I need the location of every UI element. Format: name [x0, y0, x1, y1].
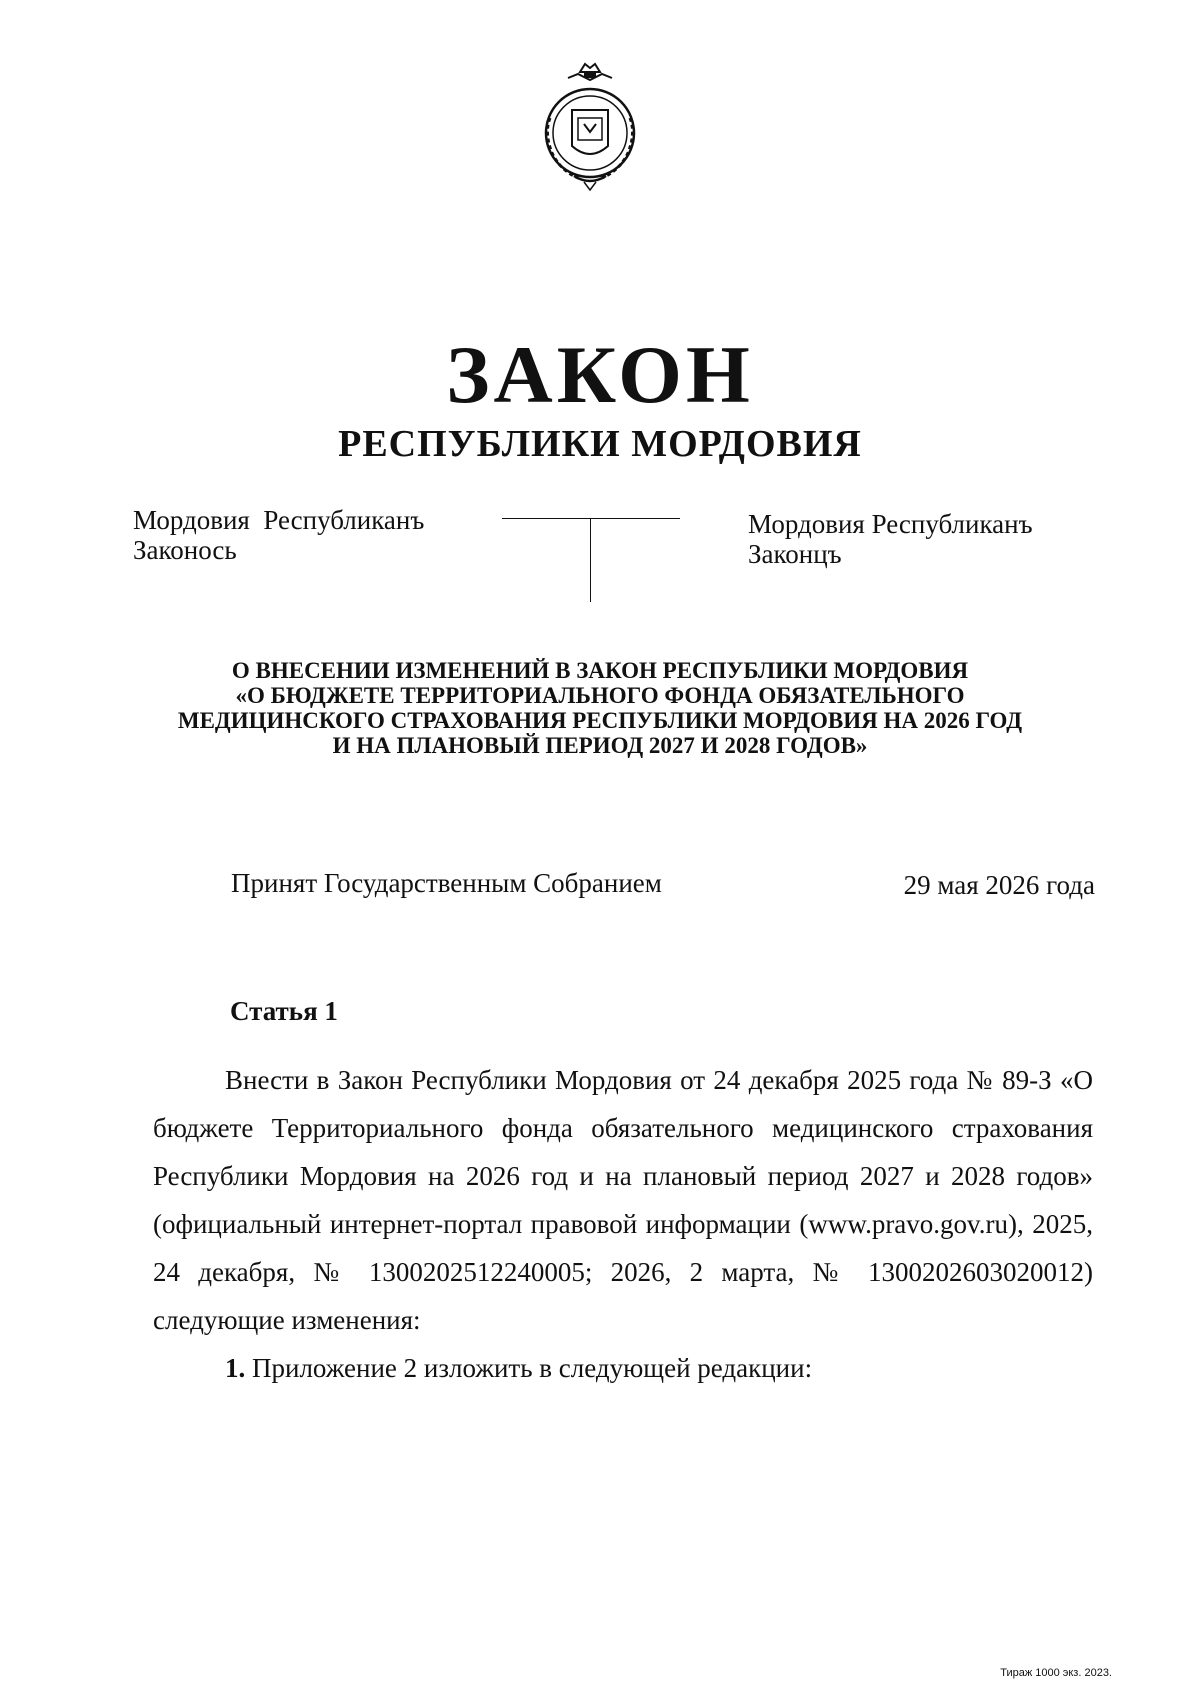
article-paragraph: Внести в Закон Республики Мордовия от 24 декабря 2025 года № 89-З «О бюджете Территориального фонда обязательного медицинского страхования Республики Мордовия на 2026 год и на плановый период 2027 и 2028 годов» (официальный интернет-портал правовой информации (www.pravo.gov.ru), 2025, 24 декабря, № 1300202512240005; 2026, 2 марта, № 1300202603020012) следующие изменения:	[153, 1065, 1093, 1335]
header-divider-horizontal	[502, 518, 680, 519]
item-number: 1.	[225, 1353, 246, 1383]
header-right-line1: Мордовия Республиканъ	[748, 509, 1033, 539]
law-subject-line: И НА ПЛАНОВЫЙ ПЕРИОД 2027 И 2028 ГОДОВ»	[332, 733, 868, 758]
law-subject-line: О ВНЕСЕНИИ ИЗМЕНЕНИЙ В ЗАКОН РЕСПУБЛИКИ МОРДОВИЯ	[231, 658, 969, 683]
print-run-note: Тираж 1000 экз. 2023.	[1000, 1667, 1112, 1679]
adopted-date: 29 мая 2026 года	[903, 870, 1095, 900]
header-left-moksha	[133, 505, 424, 565]
document-title: ЗАКОН	[446, 329, 754, 420]
adopted-label: Принят Государственным Собранием	[231, 868, 662, 898]
header-right-line2: Законцъ	[748, 539, 842, 569]
document-subtitle: РЕСПУБЛИКИ МОРДОВИЯ	[338, 423, 862, 465]
header-right-erzya	[748, 509, 1033, 569]
law-subject-heading	[120, 658, 1080, 758]
item-text: Приложение 2 изложить в следующей редакции:	[245, 1353, 813, 1383]
header-divider-vertical	[590, 518, 591, 602]
law-subject-line: «О БЮДЖЕТЕ ТЕРРИТОРИАЛЬНОГО ФОНДА ОБЯЗАТЕЛЬНОГО	[235, 683, 965, 708]
coat-of-arms-icon	[530, 58, 650, 193]
article-body	[153, 1056, 1093, 1392]
header-left-line2: Законось	[133, 535, 237, 565]
article-item	[153, 1344, 1093, 1392]
article-heading: Статья 1	[230, 996, 338, 1026]
header-left-line1: Мордовия Республиканъ	[133, 505, 425, 535]
law-subject-line: МЕДИЦИНСКОГО СТРАХОВАНИЯ РЕСПУБЛИКИ МОРДОВИЯ НА 2026 ГОД	[177, 708, 1023, 733]
